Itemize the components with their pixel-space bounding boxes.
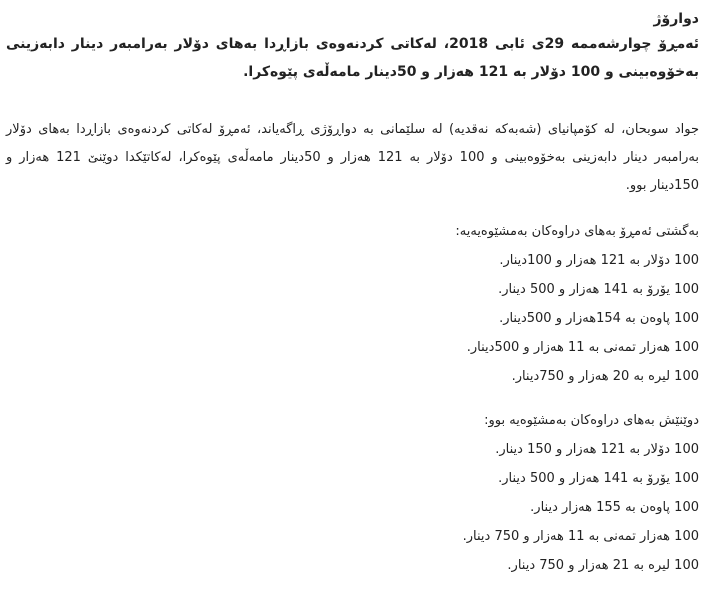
today-rates-heading: بەگشتی ئەمڕۆ بەهای دراوەکان بەمشێوەیەیە: [455,224,699,239]
yesterday-rates-list [6,435,699,580]
rate-item-gbp: 100 پاوەن بە 154هەزار و 500دینار. [499,311,699,326]
rate-item-gbp: 100 پاوەن بە 155 هەزار دینار. [530,500,699,515]
yesterday-rates-heading: دوێنێش بەهای دراوەکان بەمشێوەیە بوو: [484,413,699,428]
article-headline: ئەمڕۆ چوارشەممە 29ی ئابی 2018، لەکاتی کردنەوەی بازاڕدا بەهای دۆلار بەرامبەر دینار دابەزینی بەخۆوەبینی و 100 دۆلار بە 121 هەزار و 50دینار مامەڵەی پێوەکرا. [6,36,700,80]
rate-item-eur: 100 یۆرۆ بە 141 هەزار و 500 دینار. [498,471,699,486]
rate-item-try: 100 لیرە بە 21 هەزار و 750 دینار. [507,558,699,573]
rate-item-usd: 100 دۆلار بە 121 هەزار و 100دینار. [499,253,699,268]
today-rates-list [6,246,699,391]
rate-item-try: 100 لیرە بە 20 هەزار و 750دینار. [511,369,699,384]
rate-item-irr: 100 هەزار تمەنی بە 11 هەزار و 750 دینار. [462,529,699,544]
rate-item-usd: 100 دۆلار بە 121 هەزار و 150 دینار. [495,442,699,457]
rate-item-eur: 100 یۆرۆ بە 141 هەزار و 500 دینار. [498,282,699,297]
article-kicker: دوارۆژ [653,11,699,27]
rate-item-irr: 100 هەزار تمەنی بە 11 هەزار و 500دینار. [466,340,699,355]
article-body-paragraph: جواد سوبحان، لە کۆمپانیای (شەبەکە نەقدیە) لە سلێمانی بە دواڕۆژی ڕاگەیاند، ئەمڕۆ لەکاتی کردنەوەی بازاڕدا بەهای دۆلار بەرامبەر دینار دابەزینی بەخۆوەبینی و 100 دۆلار بە 121 هەزار و 50دینار مامەڵەی پێوەکرا، لەکاتێکدا دوێنێ 121 هەزار و 150دینار بوو. [6,122,699,193]
